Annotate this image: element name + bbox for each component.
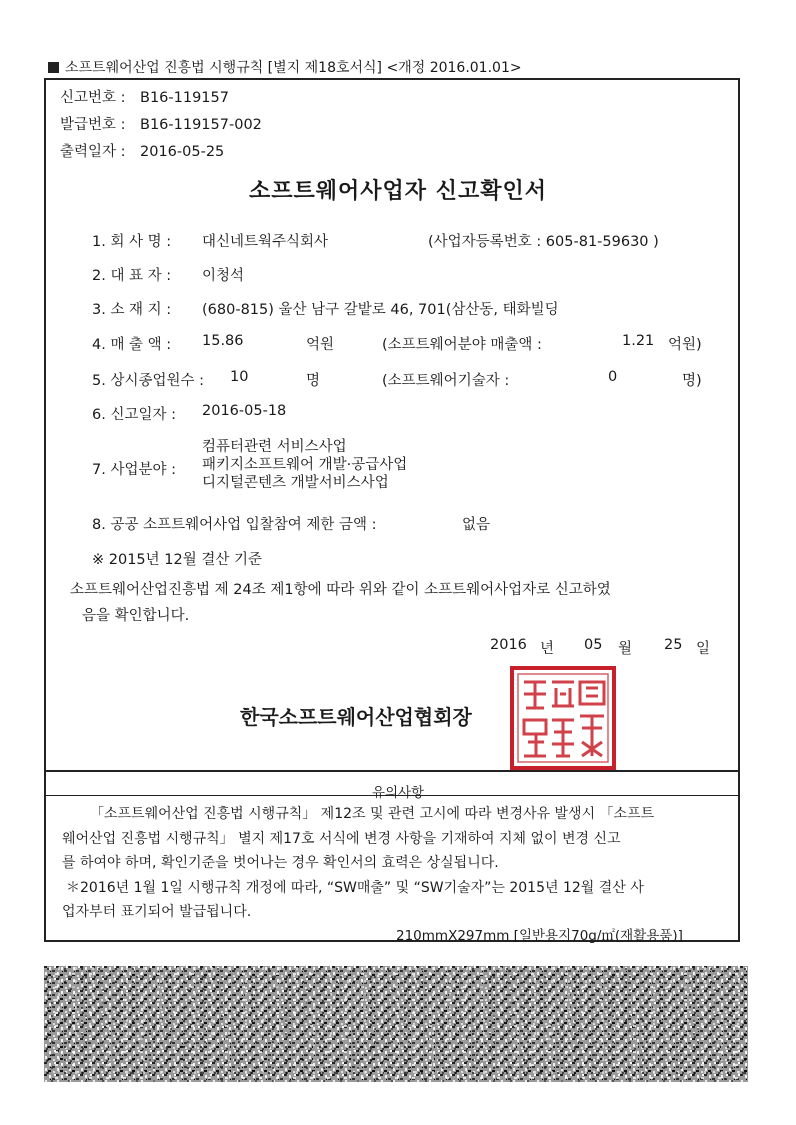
confirmation-line: 음을 확인합니다. — [82, 608, 190, 624]
sw-sales-unit: 억원) — [668, 337, 702, 353]
business-field-list — [202, 438, 407, 492]
sw-tech-value: 0 — [608, 369, 618, 385]
issue-number — [60, 113, 262, 134]
date-day: 25 — [664, 637, 683, 653]
bid-limit-value: 없음 — [462, 517, 491, 533]
caution-line: 웨어산업 진흥법 시행규칙」 별지 제17호 서식에 변경 사항을 기재하여 지체 없이 변경 신고 — [62, 831, 621, 847]
sw-tech-label: (소프트웨어기술자 : — [382, 373, 510, 389]
business-field-label: 7. 사업분야 : — [92, 462, 176, 478]
list-item: 컴퓨터관련 서비스사업 — [202, 439, 347, 455]
confirmation-text — [70, 577, 611, 629]
confirmation-line: 소프트웨어산업진흥법 제 24조 제1항에 따라 위와 같이 소프트웨어사업자로 신고하였 — [70, 582, 611, 598]
employees-unit: 명 — [306, 373, 321, 389]
sales-unit: 억원 — [306, 337, 335, 353]
sw-sales-value: 1.21 — [622, 333, 655, 349]
report-date-value: 2016-05-18 — [202, 403, 287, 419]
print-date-label: 출력일자 : — [60, 144, 126, 160]
date-year: 2016 — [490, 637, 527, 653]
form-title: 소프트웨어산업 진흥법 시행규칙 [별지 제18호서식] <개정 2016.01.01> — [65, 60, 522, 76]
employees-label: 5. 상시종업원수 : — [92, 373, 204, 389]
caution-line: 「소프트웨어산업 진흥법 시행규칙」 제12조 및 관련 고시에 따라 변경사유 발생시 「소프트 — [90, 806, 655, 822]
official-seal-icon — [508, 664, 618, 772]
report-number-label: 신고번호 : — [60, 90, 126, 106]
sw-sales-label: (소프트웨어분야 매출액 : — [382, 337, 542, 353]
employees-value: 10 — [230, 369, 249, 385]
organization-name: 한국소프트웨어산업협회장 — [240, 705, 472, 729]
date-month-unit: 월 — [618, 641, 633, 657]
square-bullet-icon — [48, 62, 59, 73]
company-value: 대신네트웍주식회사 — [202, 234, 329, 250]
sales-value: 15.86 — [202, 333, 244, 349]
print-date-value: 2016-05-25 — [140, 144, 225, 160]
issue-number-value: B16-119157-002 — [140, 117, 262, 133]
date-year-unit: 년 — [540, 641, 555, 657]
paper-size-note: 210mmX297mm [일반용지70g/㎡(재활용품)] — [396, 928, 683, 944]
report-number-value: B16-119157 — [140, 90, 229, 106]
date-day-unit: 일 — [696, 641, 711, 657]
ceo-value: 이청석 — [202, 268, 245, 284]
ceo-label: 2. 대 표 자 : — [92, 268, 172, 284]
caution-line: ＊2016년 1월 1일 시행규칙 개정에 따라, “SW매출” 및 “SW기술자”는 2015년 12월 결산 사 — [66, 880, 644, 896]
divider — [44, 770, 740, 772]
caution-line: 를 하여야 하며, 확인기준을 벗어나는 경우 확인서의 효력은 상실됩니다. — [62, 855, 499, 871]
bid-limit-label: 8. 공공 소프트웨어사업 입찰참여 제한 금액 : — [92, 517, 377, 533]
caution-line: 업자부터 표기되어 발급됩니다. — [62, 904, 252, 920]
report-date-label: 6. 신고일자 : — [92, 407, 176, 423]
list-item: 디지털콘텐츠 개발서비스사업 — [202, 475, 389, 491]
address-label: 3. 소 재 지 : — [92, 302, 172, 318]
caution-heading: 유의사항 — [371, 785, 425, 801]
issue-number-label: 발급번호 : — [60, 117, 126, 133]
form-header — [48, 57, 522, 77]
page-title: 소프트웨어사업자 신고확인서 — [249, 179, 547, 204]
security-pattern — [44, 966, 748, 1082]
sales-label: 4. 매 출 액 : — [92, 337, 172, 353]
date-month: 05 — [584, 637, 603, 653]
list-item: 패키지소프트웨어 개발·공급사업 — [202, 457, 408, 473]
settlement-note: ※ 2015년 12월 결산 기준 — [92, 552, 262, 568]
sw-tech-unit: 명) — [682, 373, 702, 389]
print-date — [60, 140, 224, 161]
company-label: 1. 회 사 명 : — [92, 234, 172, 250]
report-number — [60, 86, 229, 107]
address-value: (680-815) 울산 남구 갈밭로 46, 701(삼산동, 태화빌딩 — [202, 302, 559, 318]
business-registration-number: (사업자등록번호 : 605-81-59630 ) — [428, 234, 659, 250]
